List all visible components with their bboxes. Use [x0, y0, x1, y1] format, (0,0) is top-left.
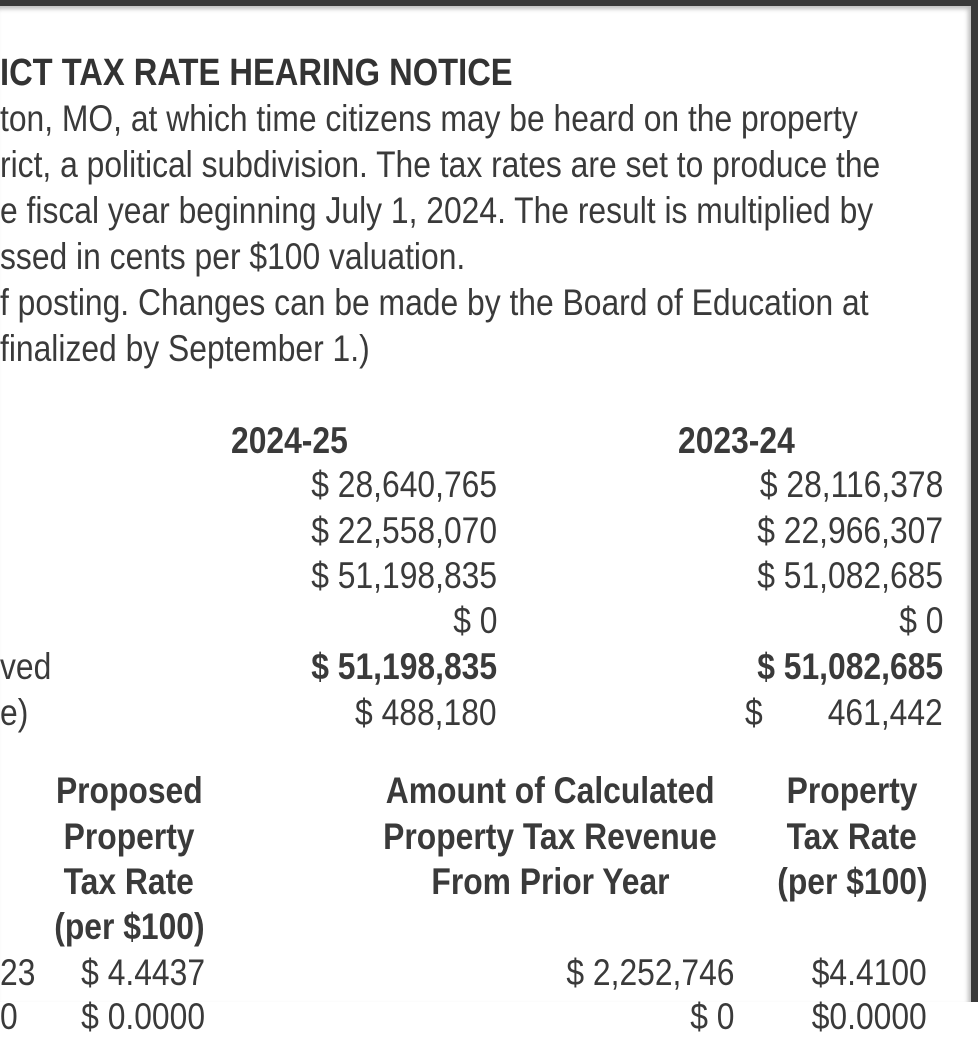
valuation-label-5: ved: [0, 646, 52, 687]
row-prefix: 0: [0, 996, 18, 1037]
notice-line-2: rict, a political subdivision. The tax rates are set to produce the: [0, 144, 881, 185]
header-revenue-line-1: Amount of Calculated: [385, 770, 715, 811]
header-prior-line-3: (per $100): [776, 861, 928, 902]
valuation-current-2: $ 22,558,070: [311, 510, 497, 551]
header-proposed-line-2: Property: [63, 816, 195, 857]
header-prior-line-2: Tax Rate: [786, 816, 918, 857]
proposed-rate-value: $ 0.0000: [81, 996, 205, 1037]
prior-rate-value: $0.0000: [811, 996, 927, 1037]
notice-line-6: finalized by September 1.): [0, 328, 370, 369]
year-header-2023-24: 2023-24: [678, 420, 795, 461]
valuation-prior-6: 461,442: [827, 692, 943, 733]
valuation-prior-4: $ 0: [898, 600, 943, 641]
header-revenue-line-3: From Prior Year: [430, 861, 670, 902]
header-proposed-line-1: Proposed: [55, 770, 203, 811]
header-prior-line-1: Property: [786, 770, 918, 811]
header-revenue-line-2: Property Tax Revenue: [383, 816, 717, 857]
notice-line-5: f posting. Changes can be made by the Board of Education at: [0, 282, 869, 323]
header-proposed-line-4: (per $100): [53, 906, 205, 947]
valuation-current-6: $ 488,180: [355, 692, 497, 733]
row-prefix: 23: [0, 952, 36, 993]
proposed-rate-value: $ 4.4437: [81, 952, 205, 993]
notice-line-4: ssed in cents per $100 valuation.: [0, 236, 466, 277]
header-proposed-line-3: Tax Rate: [63, 861, 195, 902]
valuation-prior-6-symbol: $: [745, 692, 763, 733]
valuation-current-3: $ 51,198,835: [311, 555, 497, 596]
valuation-label-6: e): [0, 692, 29, 733]
notice-line-1: ton, MO, at which time citizens may be heard on the property: [0, 98, 858, 139]
valuation-current-1: $ 28,640,765: [311, 464, 497, 505]
year-header-2024-25: 2024-25: [231, 420, 348, 461]
valuation-prior-2: $ 22,966,307: [757, 510, 943, 551]
notice-line-3: e fiscal year beginning July 1, 2024. The result is multiplied by: [0, 190, 874, 231]
prior-rate-value: $4.4100: [811, 952, 927, 993]
calculated-revenue-value: $ 2,252,746: [565, 952, 734, 993]
valuation-prior-1: $ 28,116,378: [759, 464, 943, 505]
valuation-prior-3: $ 51,082,685: [757, 555, 943, 596]
valuation-current-total: $ 51,198,835: [311, 646, 497, 687]
valuation-prior-total: $ 51,082,685: [757, 646, 943, 687]
valuation-current-4: $ 0: [452, 600, 497, 641]
notice-title: ICT TAX RATE HEARING NOTICE: [0, 52, 513, 94]
calculated-revenue-value: $ 0: [689, 996, 734, 1037]
